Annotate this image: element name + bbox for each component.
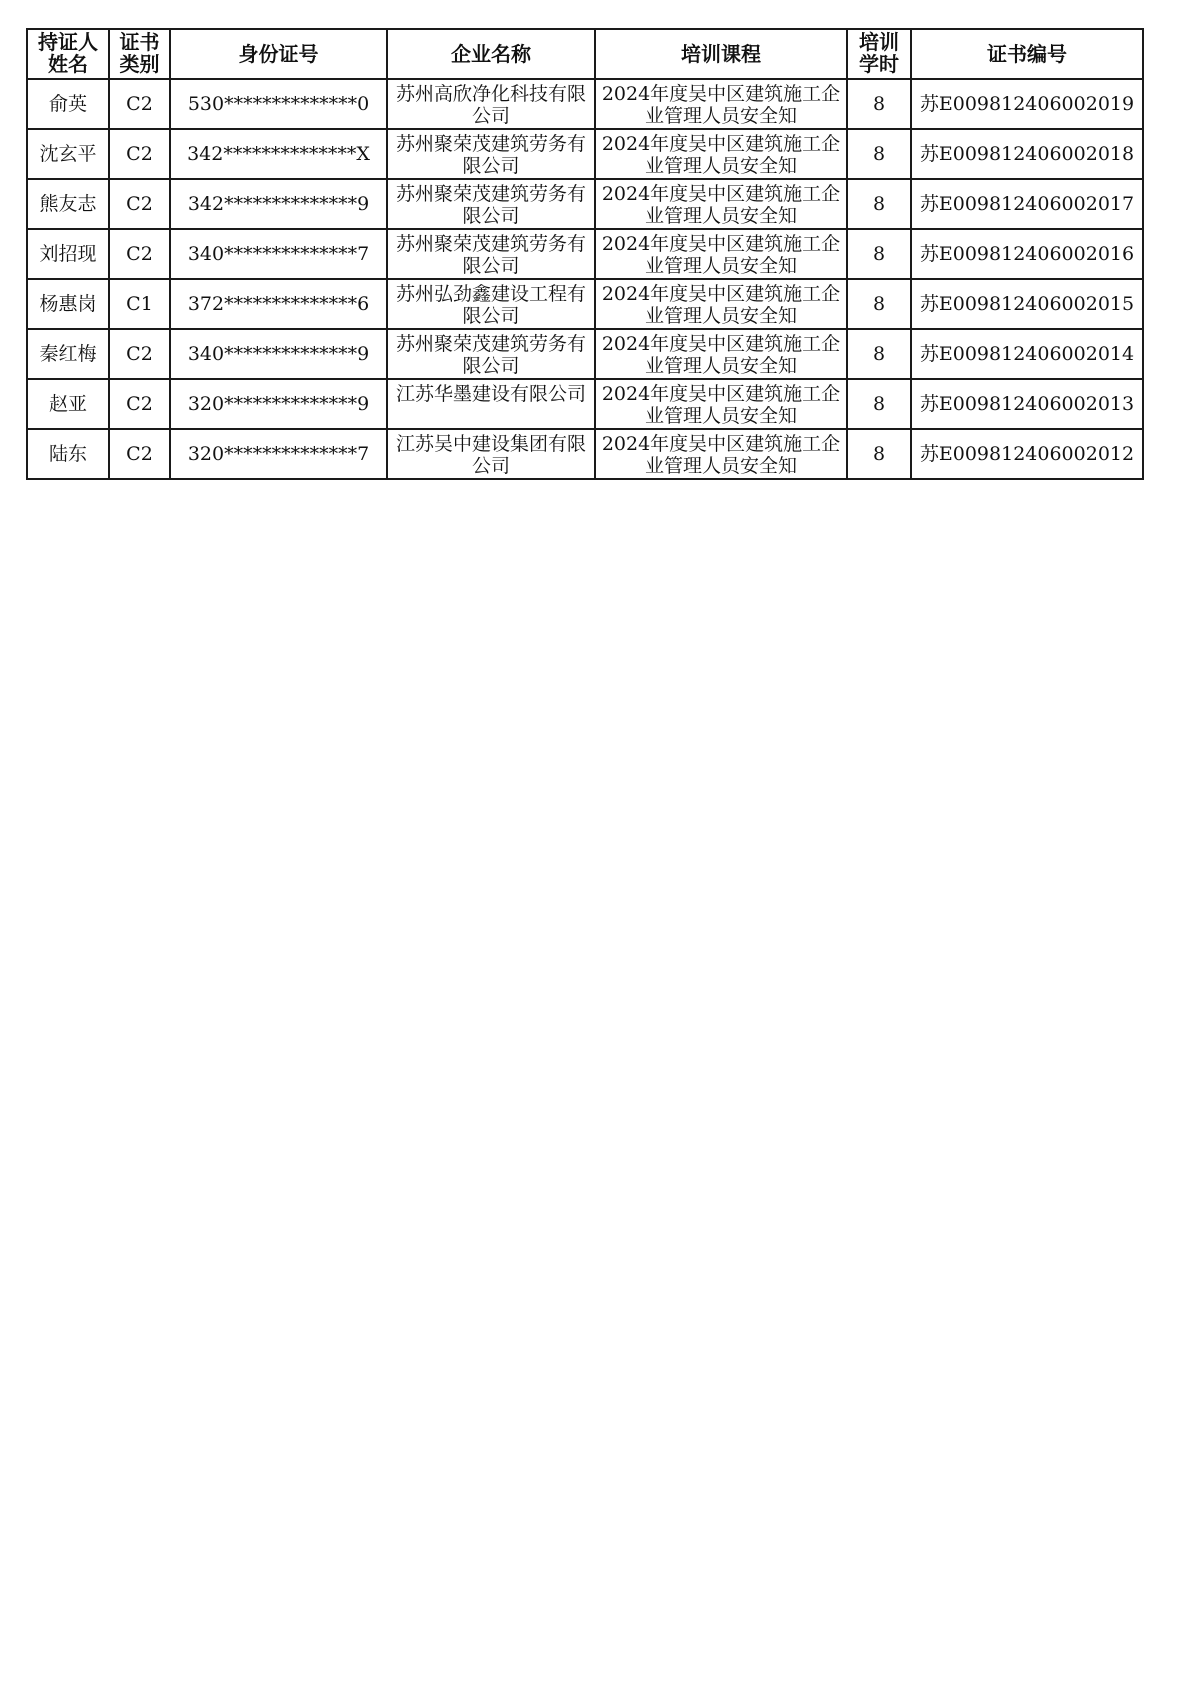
cell-cert-number: 苏E009812406002012 bbox=[911, 429, 1143, 479]
cell-company: 苏州聚荣茂建筑劳务有限公司 bbox=[387, 329, 595, 379]
cell-course: 2024年度吴中区建筑施工企业管理人员安全知 bbox=[595, 279, 847, 329]
cell-cert-category: C2 bbox=[109, 329, 170, 379]
header-id-number: 身份证号 bbox=[170, 29, 387, 79]
cell-id-number: 342**************X bbox=[170, 129, 387, 179]
cell-id-number: 340**************7 bbox=[170, 229, 387, 279]
table-header-row bbox=[27, 29, 1143, 79]
cell-company: 苏州聚荣茂建筑劳务有限公司 bbox=[387, 179, 595, 229]
cell-hours: 8 bbox=[847, 379, 911, 429]
cell-id-number: 342**************9 bbox=[170, 179, 387, 229]
cell-holder-name: 陆东 bbox=[27, 429, 109, 479]
cell-cert-number: 苏E009812406002013 bbox=[911, 379, 1143, 429]
cell-cert-number: 苏E009812406002015 bbox=[911, 279, 1143, 329]
table-row bbox=[27, 79, 1143, 129]
table-row bbox=[27, 379, 1143, 429]
cell-course: 2024年度吴中区建筑施工企业管理人员安全知 bbox=[595, 229, 847, 279]
cell-id-number: 340**************9 bbox=[170, 329, 387, 379]
cell-course: 2024年度吴中区建筑施工企业管理人员安全知 bbox=[595, 79, 847, 129]
cell-hours: 8 bbox=[847, 429, 911, 479]
table-body bbox=[27, 79, 1143, 479]
cell-id-number: 372**************6 bbox=[170, 279, 387, 329]
cell-cert-category: C2 bbox=[109, 179, 170, 229]
cell-holder-name: 刘招现 bbox=[27, 229, 109, 279]
cell-holder-name: 杨惠岗 bbox=[27, 279, 109, 329]
cell-hours: 8 bbox=[847, 79, 911, 129]
cell-cert-category: C2 bbox=[109, 379, 170, 429]
cell-holder-name: 熊友志 bbox=[27, 179, 109, 229]
cell-company: 苏州高欣净化科技有限公司 bbox=[387, 79, 595, 129]
table-row bbox=[27, 429, 1143, 479]
cell-hours: 8 bbox=[847, 279, 911, 329]
header-hours: 培训学时 bbox=[847, 29, 911, 79]
cell-hours: 8 bbox=[847, 179, 911, 229]
cell-cert-number: 苏E009812406002019 bbox=[911, 79, 1143, 129]
table-row bbox=[27, 279, 1143, 329]
cell-cert-number: 苏E009812406002016 bbox=[911, 229, 1143, 279]
cell-company: 苏州聚荣茂建筑劳务有限公司 bbox=[387, 229, 595, 279]
cell-company: 江苏华墨建设有限公司 bbox=[387, 379, 595, 429]
header-cert-category: 证书类别 bbox=[109, 29, 170, 79]
header-company: 企业名称 bbox=[387, 29, 595, 79]
cell-cert-number: 苏E009812406002014 bbox=[911, 329, 1143, 379]
header-holder-name: 持证人姓名 bbox=[27, 29, 109, 79]
cell-cert-category: C1 bbox=[109, 279, 170, 329]
cell-holder-name: 俞英 bbox=[27, 79, 109, 129]
cell-id-number: 320**************9 bbox=[170, 379, 387, 429]
cell-company: 苏州聚荣茂建筑劳务有限公司 bbox=[387, 129, 595, 179]
certificate-table bbox=[26, 28, 1144, 480]
cell-cert-category: C2 bbox=[109, 79, 170, 129]
table-row bbox=[27, 229, 1143, 279]
cell-cert-number: 苏E009812406002017 bbox=[911, 179, 1143, 229]
table-row bbox=[27, 129, 1143, 179]
cell-course: 2024年度吴中区建筑施工企业管理人员安全知 bbox=[595, 429, 847, 479]
table-row bbox=[27, 179, 1143, 229]
cell-cert-category: C2 bbox=[109, 229, 170, 279]
cell-cert-number: 苏E009812406002018 bbox=[911, 129, 1143, 179]
header-cert-number: 证书编号 bbox=[911, 29, 1143, 79]
cell-course: 2024年度吴中区建筑施工企业管理人员安全知 bbox=[595, 129, 847, 179]
cell-holder-name: 秦红梅 bbox=[27, 329, 109, 379]
cell-id-number: 530**************0 bbox=[170, 79, 387, 129]
table-row bbox=[27, 329, 1143, 379]
cell-company: 苏州弘劲鑫建设工程有限公司 bbox=[387, 279, 595, 329]
cell-course: 2024年度吴中区建筑施工企业管理人员安全知 bbox=[595, 179, 847, 229]
cell-cert-category: C2 bbox=[109, 429, 170, 479]
cell-hours: 8 bbox=[847, 129, 911, 179]
cell-hours: 8 bbox=[847, 229, 911, 279]
cell-holder-name: 沈玄平 bbox=[27, 129, 109, 179]
cell-holder-name: 赵亚 bbox=[27, 379, 109, 429]
cell-cert-category: C2 bbox=[109, 129, 170, 179]
certificate-sheet bbox=[26, 28, 1142, 480]
cell-id-number: 320**************7 bbox=[170, 429, 387, 479]
cell-hours: 8 bbox=[847, 329, 911, 379]
header-course: 培训课程 bbox=[595, 29, 847, 79]
cell-course: 2024年度吴中区建筑施工企业管理人员安全知 bbox=[595, 379, 847, 429]
cell-company: 江苏吴中建设集团有限公司 bbox=[387, 429, 595, 479]
cell-course: 2024年度吴中区建筑施工企业管理人员安全知 bbox=[595, 329, 847, 379]
